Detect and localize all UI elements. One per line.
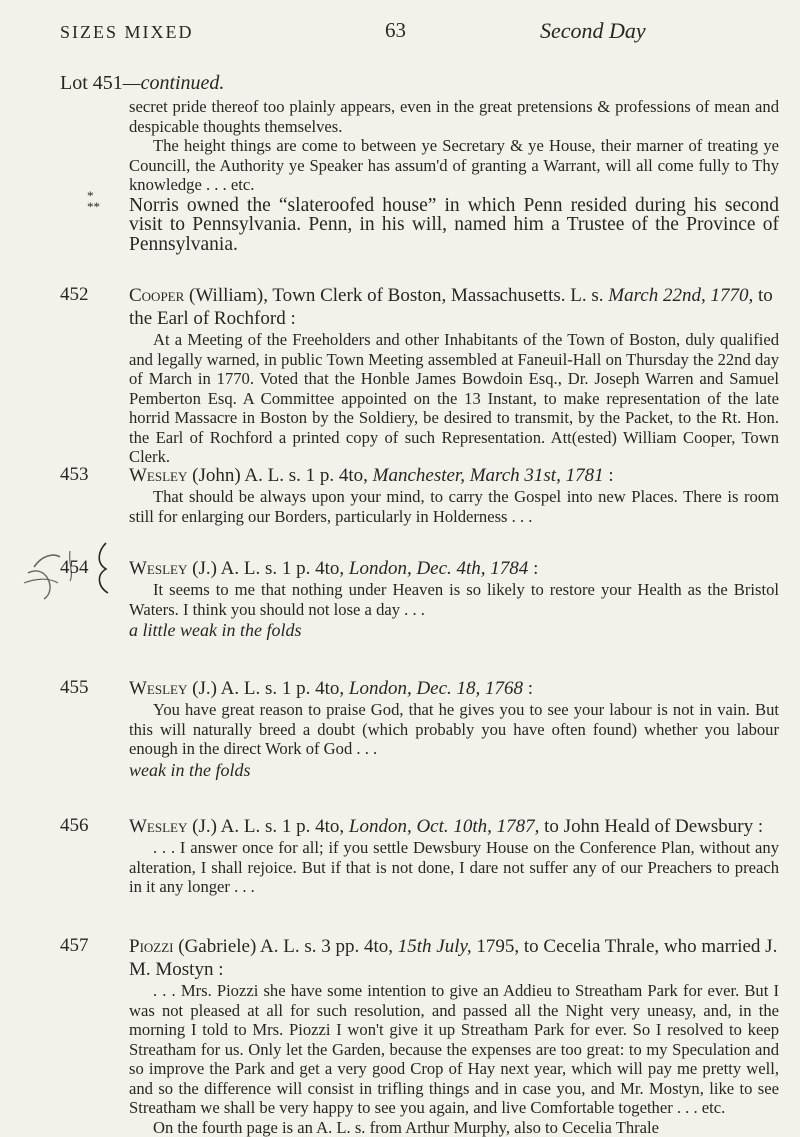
- lot-description: [129, 464, 779, 526]
- condition-note: a little weak in the folds: [129, 619, 779, 641]
- lot-number: 456: [60, 815, 112, 837]
- author-name: Wesley: [129, 558, 187, 579]
- lot-quote: At a Meeting of the Freeholders and other Inhabitants of the Town of Boston, duly qualified and legally warned, in public Town Meeting assembled at Faneuil-Hall on Thursday the 22nd day of March in 1770. Voted that the Honble James Bowdoin Esq., Dr. Joseph Warren and Samuel Pemberton Esq. A Committee appointed on the 13 Instant, to make representation of the late horrid Massacre in Boston by the Soldiery, be desired to transmit, by the Packet, to the Rt. Hon. the Earl of Rochford a printed copy of such Representation. Att(ested) William Cooper, Town Clerk.: [129, 330, 779, 467]
- lot-quote: . . . Mrs. Piozzi she have some intention to give an Addieu to Streatham Park for ever. But I was not pleased at all for such resolution, and passed all the Night very uneasy, and, in the morning I told to Mrs. Piozzi I won't give it up Streatham Park for ever. So I resolved to keep Streatham for us. Only let the Garden, because the expenses are too great: to my Speculation and so improve the Park and get a very good Crop of Hay next year, which will pay me pretty well, and so the difference will consist in trifling things and in case you, and Mr. Mostyn, like to see Streatham we shall be very happy to see you again, and live Comfortable together . . . etc.: [129, 981, 779, 1118]
- author-name: Wesley: [129, 465, 187, 486]
- lot-date: March 22nd, 1770,: [608, 285, 753, 306]
- lot-description: [129, 815, 779, 897]
- lot-date: London, Oct. 10th, 1787,: [349, 816, 540, 837]
- lot-description: [129, 935, 779, 1137]
- asterisk-marks: * **: [87, 190, 100, 212]
- section-heading: SIZES MIXED: [60, 22, 194, 43]
- lot-451-heading: [60, 72, 224, 95]
- author-name: Wesley: [129, 816, 187, 837]
- lot-quote: . . . I answer once for all; if you settle Dewsbury House on the Conference Plan, without any alteration, I shall rejoice. But if that is not done, I dare not suffer any of our Preachers to preach in it any longer . . .: [129, 838, 779, 897]
- lot-description: [129, 677, 779, 781]
- lot-title: Wesley (J.) A. L. s. 1 p. 4to, London, Dec. 18, 1768 :: [129, 677, 779, 700]
- lot-quote: It seems to me that nothing under Heaven is so likely to restore your Health as the Bristol Waters. I think you should not lose a day . . .: [129, 580, 779, 619]
- author-name: Piozzi: [129, 936, 174, 957]
- page-header: [0, 18, 800, 48]
- lot-451-body: [129, 97, 779, 254]
- condition-note: weak in the folds: [129, 759, 779, 781]
- continued-label: —continued.: [123, 72, 225, 94]
- page-number: 63: [385, 18, 406, 43]
- lot-title: Wesley (J.) A. L. s. 1 p. 4to, London, Dec. 4th, 1784 :: [129, 557, 779, 580]
- lot-number: 454: [60, 557, 112, 579]
- lot-addendum: On the fourth page is an A. L. s. from Arthur Murphy, also to Cecelia Thrale: [129, 1118, 779, 1137]
- author-name: Cooper: [129, 285, 184, 306]
- day-heading: Second Day: [540, 18, 646, 44]
- footnote-text: Norris owned the “slateroofed house” in which Penn resided during his second visit to Pennsylvania. Penn, in his will, named him a Trustee of the Province of Pennsylvania.: [129, 195, 779, 255]
- lot-title: Piozzi (Gabriele) A. L. s. 3 pp. 4to, 15th July, 1795, to Cecelia Thrale, who married J. M. Mostyn :: [129, 935, 779, 981]
- lot-description: [129, 557, 779, 641]
- lot-date: London, Dec. 4th, 1784: [349, 558, 528, 579]
- lot-date: London, Dec. 18, 1768: [349, 678, 523, 699]
- lot-title: Wesley (John) A. L. s. 1 p. 4to, Manchester, March 31st, 1781 :: [129, 464, 779, 487]
- lot-title: Cooper (William), Town Clerk of Boston, Massachusetts. L. s. March 22nd, 1770, to the Earl of Rochford :: [129, 284, 779, 330]
- lot-date: Manchester, March 31st, 1781: [373, 465, 604, 486]
- lot-451-paragraph: The height things are come to between ye Secretary & ye House, their marner of treating ye Councill, the Authority ye Speaker has assum'd of granting a Warrant, will all come fully to Thy knowledge . . . etc.: [129, 136, 779, 195]
- lot-451-paragraph: secret pride thereof too plainly appears, even in the great pretensions & professions of mean and despicable thoughts themselves.: [129, 97, 779, 136]
- lot-451-footnote: [129, 196, 779, 255]
- lot-number: 455: [60, 677, 112, 699]
- lot-title: Wesley (J.) A. L. s. 1 p. 4to, London, Oct. 10th, 1787, to John Heald of Dewsbury :: [129, 815, 779, 838]
- lot-quote: That should be always upon your mind, to carry the Gospel into new Places. There is room still for enlarging our Borders, particularly in Holderness . . .: [129, 487, 779, 526]
- lot-number: 457: [60, 935, 112, 957]
- lot-quote: You have great reason to praise God, that he gives you to see your labour is not in vain. But this will naturally breed a doubt (which probably you have often found) whether you labour enough in the direct Work of God . . .: [129, 700, 779, 759]
- lot-label: Lot 451: [60, 72, 123, 94]
- lot-description: [129, 284, 779, 467]
- lot-date: 15th July,: [398, 936, 472, 957]
- author-name: Wesley: [129, 678, 187, 699]
- lot-number: 452: [60, 284, 112, 306]
- lot-number: 453: [60, 464, 112, 486]
